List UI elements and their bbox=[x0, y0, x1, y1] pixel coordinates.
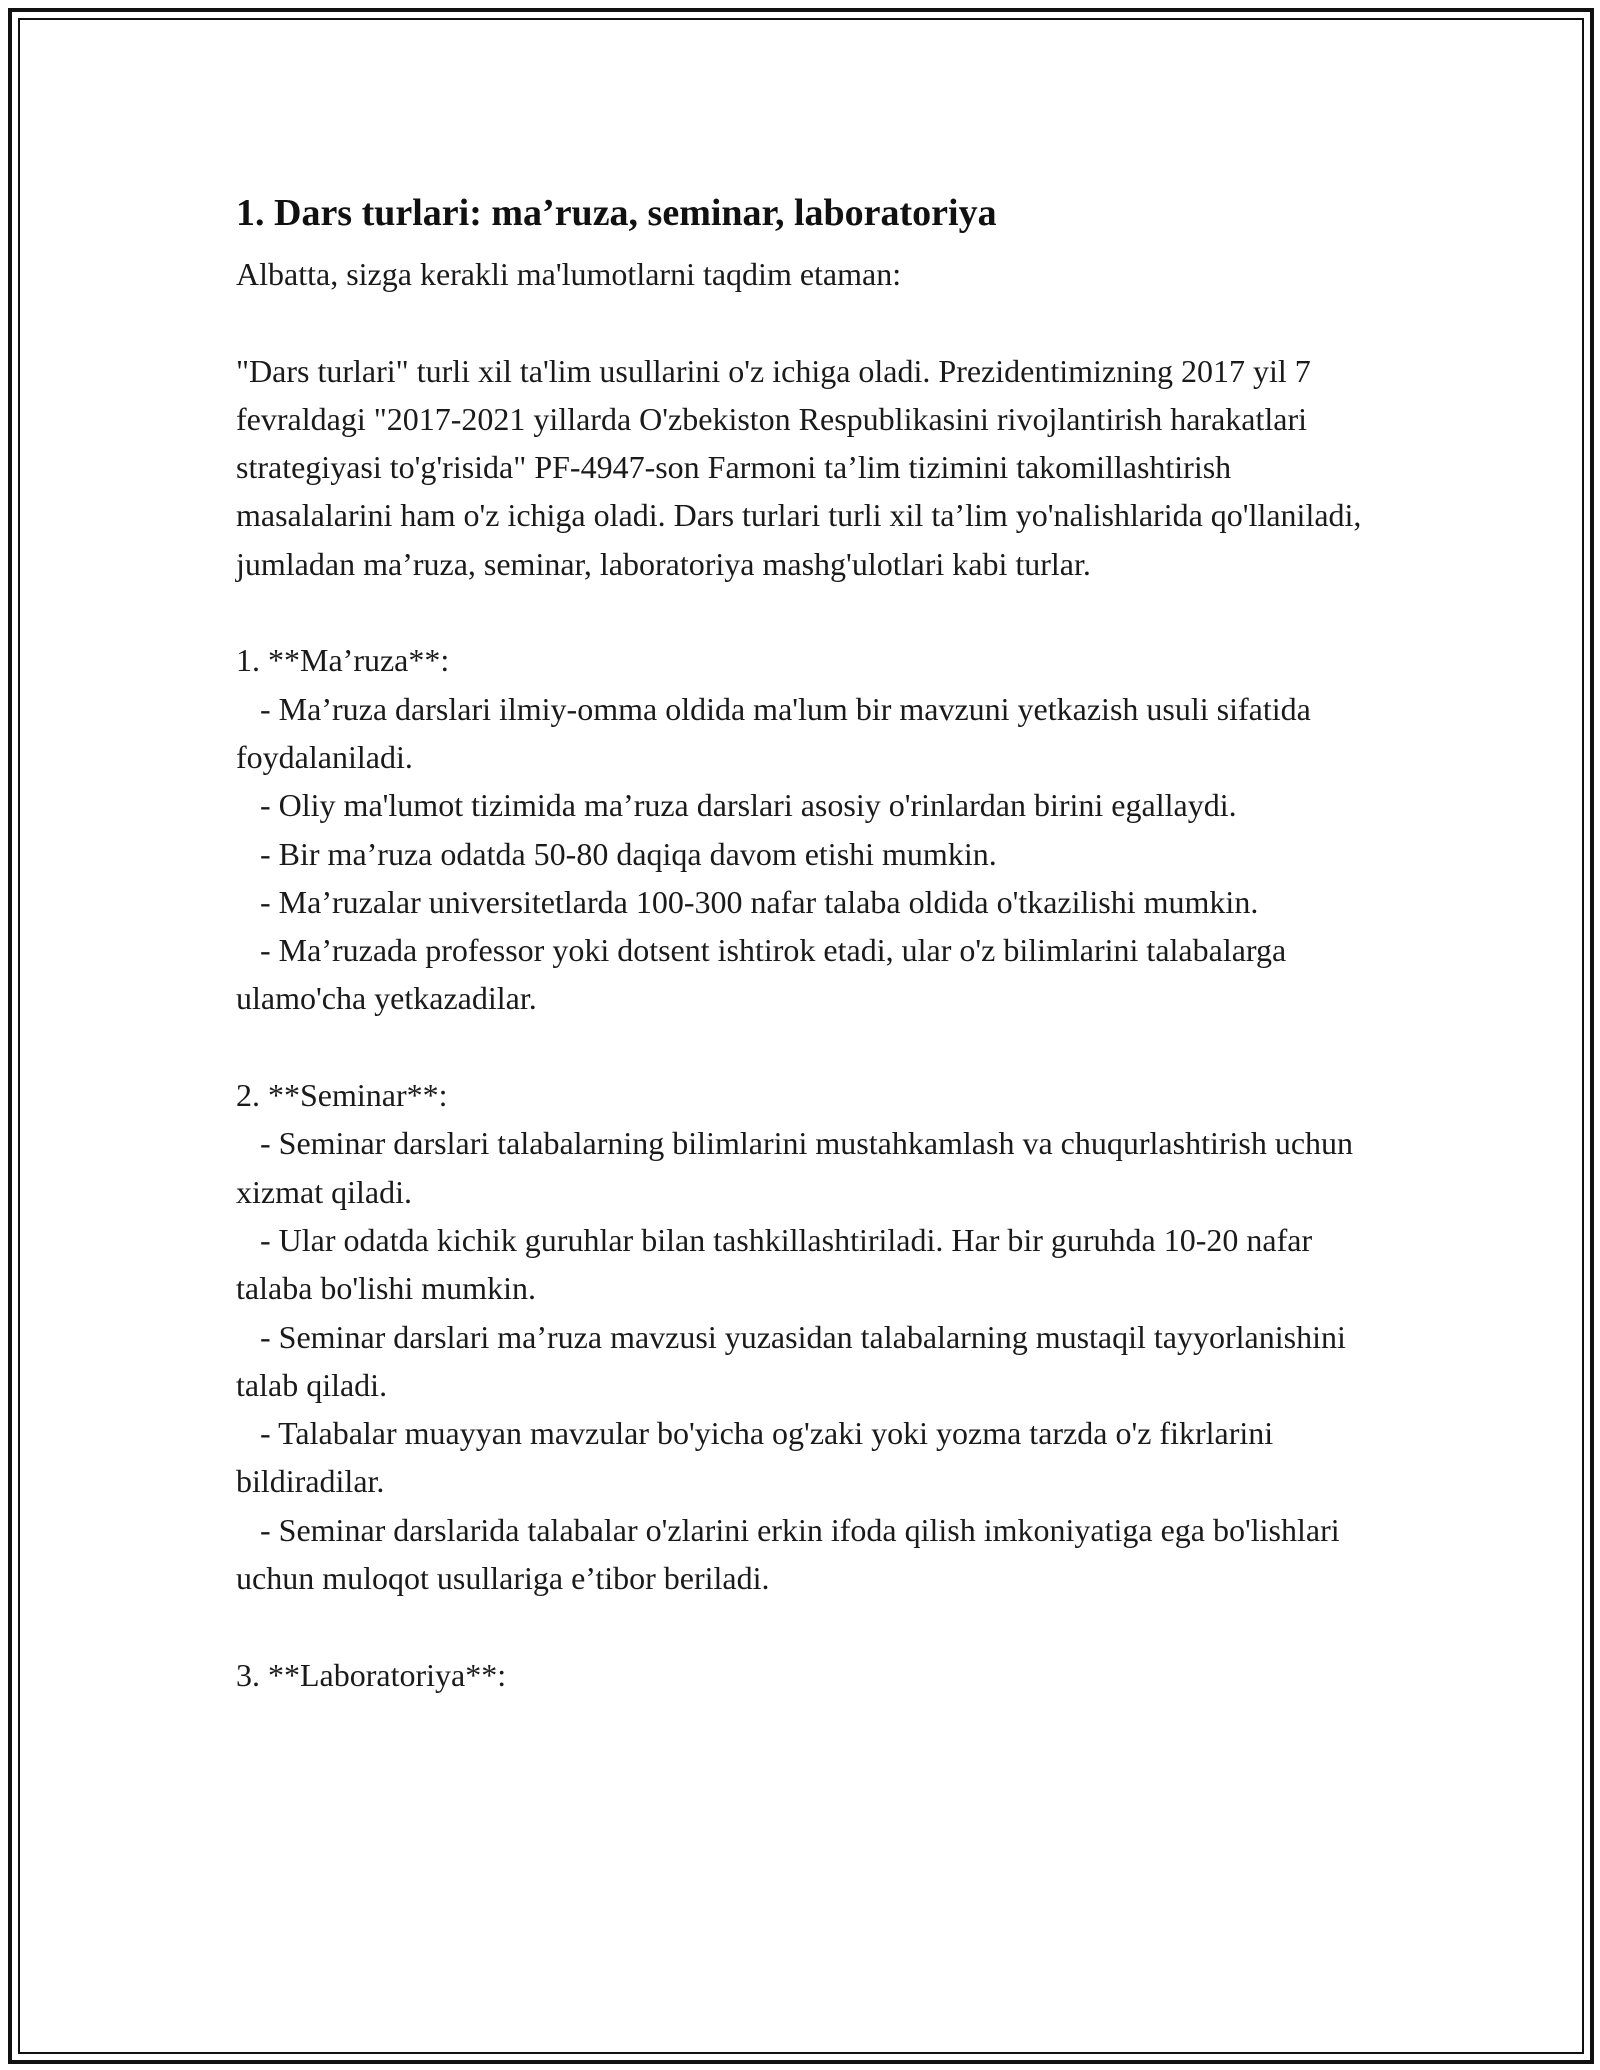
intro-text: Albatta, sizga kerakli ma'lumotlarni taqdim etaman: bbox=[236, 256, 902, 292]
list-item: - Seminar darslari ma’ruza mavzusi yuzasidan talabalarning mustaqil tayyorlanishini talab qiladi. bbox=[236, 1318, 1354, 1403]
spacer bbox=[236, 1023, 1366, 1071]
list-item: - Talabalar muayyan mavzular bo'yicha og'zaki yoki yozma tarzda o'z fikrlarini bildiradilar. bbox=[236, 1415, 1282, 1500]
list-item: - Bir ma’ruza odatda 50-80 daqiqa davom etishi mumkin. bbox=[236, 835, 997, 872]
spacer bbox=[236, 1602, 1366, 1650]
section-heading-laboratoriya: 3. **Laboratoriya**: bbox=[236, 1656, 507, 1693]
list-item: - Oliy ma'lumot tizimida ma’ruza darslari asosiy o'rinlardan birini egallaydi. bbox=[236, 787, 1237, 824]
spacer bbox=[236, 298, 1366, 346]
list-item: - Seminar darslarida talabalar o'zlarini erkin ifoda qilish imkoniyatiga ega bo'lishlari uchun muloqot usullariga e’tibor beriladi. bbox=[236, 1511, 1348, 1597]
list-item: - Ma’ruzalar universitetlarda 100-300 nafar talaba oldida o'tkazilishi mumkin. bbox=[236, 883, 1259, 920]
section-heading-seminar: 2. **Seminar**: bbox=[236, 1077, 448, 1114]
spacer bbox=[236, 588, 1366, 636]
list-item: - Ma’ruza darslari ilmiy-omma oldida ma'lum bir mavzuni yetkazish usuli sifatida foydalaniladi. bbox=[236, 690, 1319, 775]
intro-paragraph: "Dars turlari" turli xil ta'lim usullarini o'z ichiga oladi. Prezidentimizning 2017 yil 7 fevraldagi "2017-2021 yillarda O'zbekiston Respublikasini rivojlantirish harakatlari strategiyasi to'g'risida" PF-4947-son Farmoni ta’lim tizimini takomillashtirish masalalarini ham o'z ichiga oladi. Dars turlari turli xil ta’lim yo'nalishlarida qo'llaniladi, jumladan ma’ruza, seminar, laboratoriya mashg'ulotlari kabi turlar. bbox=[236, 352, 1370, 582]
document-body bbox=[236, 186, 1370, 1699]
list-item: - Ular odatda kichik guruhlar bilan tashkillashtiriladi. Har bir guruhda 10-20 nafar talaba bo'lishi mumkin. bbox=[236, 1221, 1321, 1307]
document-title: 1. Dars turlari: ma’ruza, seminar, laboratoriya bbox=[236, 192, 997, 234]
section-heading-maruza: 1. **Ma’ruza**: bbox=[236, 642, 450, 679]
list-item: - Ma’ruzada professor yoki dotsent ishtirok etadi, ular o'z bilimlarini talabalarga ulamo'cha yetkazadilar. bbox=[236, 932, 1295, 1017]
list-item: - Seminar darslari talabalarning bilimlarini mustahkamlash va chuqurlashtirish uchun xizmat qiladi. bbox=[236, 1125, 1362, 1210]
